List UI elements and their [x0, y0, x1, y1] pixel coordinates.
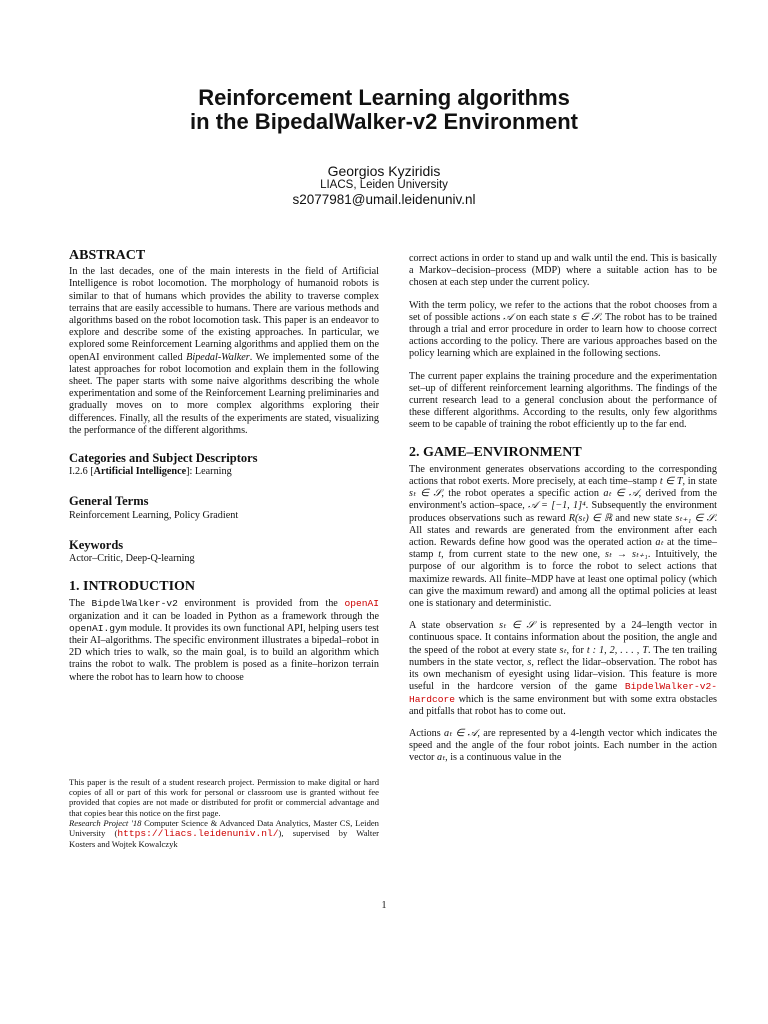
author-name: Georgios Kyziridis: [327, 163, 441, 179]
footnote-project: Research Project '18 Computer Science & Advanced Data Analytics, Master CS, Leiden University (https://liacs.leidenuniv.nl/), supervised by Walter Kosters and Wojtek Kowalczyk: [69, 817, 380, 850]
categories-text: I.2.6 [Artificial Intelligence]: Learning: [69, 466, 232, 478]
keywords-text: Actor–Critic, Deep-Q-learning: [69, 553, 195, 565]
paragraph-mdp: correct actions in order to stand up and walk until the end. This is basically a Markov–decision–process (MDP) where a suitable action has to be chosen at each step under the current policy.: [409, 253, 717, 289]
footnote: [69, 777, 379, 849]
footnote-text: This paper is the result of a student research project. Permission to make digital or hard copies of all or part of this work for personal or classroom use is granted without fee provided that copies are not made or distributed for profit or commercial advantage and that copies bear this notice on the first page.: [69, 777, 379, 818]
paragraph-state-observation: A state observation sₜ ∈ 𝒮 is represented by a 24–length vector in continuous space. It contains information about the position, the angle and the speed of the robot at every state sₜ, for t : 1, 2, . . . , T. The ten trailing numbers in the state vector, s, reflect the lidar–observation. The robot has its own mechanism of eyesight using lidar–vision. This feature is more useful in the hardcore version of the game BipdelWalker-v2-Hardcore which is the same environment but with some extra obstacles and pitfalls that robot has to come out.: [409, 620, 718, 717]
author-email[interactable]: s2077981@umail.leidenuniv.nl: [292, 192, 476, 207]
paragraph-actions: Actions aₜ ∈ 𝒜, are represented by a 4-length vector which indicates the speed and the angle of the four robot joints. Each number in the action vector aₜ, is a continuous value in the: [409, 727, 717, 764]
general-terms-heading: General Terms: [69, 494, 149, 509]
abstract-text: In the last decades, one of the main interests in the field of Artificial Intelligence is robot locomotion. The morphology of humanoid robots is similar to that of humans which provides the ability to traverse complex terrains that are easily accessible to humans. There are various methods and algorithms based on the robot locomotion task. This paper is an endeavor to explore and describe some of the existing approaches. In particular, we explored some Reinforcement Learning algorithms and applied them on the openAI environment called Bipedal-Walker. We implemented some of the latest approaches for robot locomotion and explain them in the following sheet. The paper starts with some naive algorithms describing the whole experimentation and some of the Reinforcement Learning preliminaries and gradually moves on to more complex algorithms exploring their differences. Finally, all the results of the experiments are stated, visualizing the performance of the different algorithms.: [69, 266, 379, 436]
general-terms-text: Reinforcement Learning, Policy Gradient: [69, 509, 239, 521]
introduction-heading: 1. INTRODUCTION: [69, 579, 196, 595]
paper-title-line-1: Reinforcement Learning algorithms: [198, 85, 570, 110]
openai-link[interactable]: openAI: [344, 598, 379, 610]
keywords-heading: Keywords: [69, 537, 124, 552]
paragraph-overview: The current paper explains the training procedure and the experimentation set–up of different reinforcement learning algorithms. The findings of the current research lead to a general conclusion about the performance of these different algorithms. According to the results, only few algorithms seem to be capable of training the robot efficiently up to the far end.: [409, 370, 717, 431]
introduction-text: The BipdelWalker-v2 environment is provided from the openAI organization and it can be loaded in Python as a framework through the openAI.gym module. It provides its own functional API, helping users test their AI–algorithms. The specific environment illustrates a bipedal–robot in 2D which tries to walk, so the main goal, is to build an algorithm which trains the robot to walk. The problem is posed as a finite–horizon terrain where the robot has to learn how to choose: [69, 598, 379, 683]
abstract-heading: ABSTRACT: [69, 248, 146, 263]
hardcore-link[interactable]: BipdelWalker-v2-Hardcore: [409, 681, 717, 705]
page-number: 1: [381, 900, 387, 911]
paper-title-line-2: in the BipedalWalker-v2 Environment: [190, 109, 578, 134]
author-affiliation: LIACS, Leiden University: [320, 179, 448, 191]
liacs-link[interactable]: https://liacs.leidenuniv.nl/: [117, 828, 279, 840]
left-column: [69, 250, 379, 684]
game-environment-heading: 2. GAME–ENVIRONMENT: [409, 444, 582, 460]
categories-heading: Categories and Subject Descriptors: [69, 451, 258, 466]
right-column: [409, 253, 717, 765]
paragraph-environment: The environment generates observations according to the corresponding actions that robot exerts. More precisely, at each time–stamp t ∈ T, in state sₜ ∈ 𝒮, the robot operates a specific action aₜ ∈ 𝒜, derived from the environment's action–space, 𝒜 = [−1, 1]⁴. Subsequently the environment produces observations such as reward R(sₜ) ∈ ℝ and new state sₜ₊₁ ∈ 𝒮. All states and rewards are generated from the environment after each action. Rewards define how good was the operated action aₜ at the time–stamp t, from current state to the new one, sₜ → sₜ₊₁. Intuitively, the purpose of our algorithm is to force the robot to select actions that maximize rewards. All finite–MDP have at least one optimal policy (which can give the maximum reward) and among all the optimal policies at least one is stationary and deterministic.: [409, 463, 718, 610]
paragraph-policy: With the term policy, we refer to the actions that the robot chooses from a set of possible actions 𝒜 on each state s ∈ 𝒮. The robot has to be trained through a trial and error procedure in order to learn how to choose correct actions according to the policy. There are various approaches based on the policy learning which are explained in the following sections.: [409, 299, 717, 360]
